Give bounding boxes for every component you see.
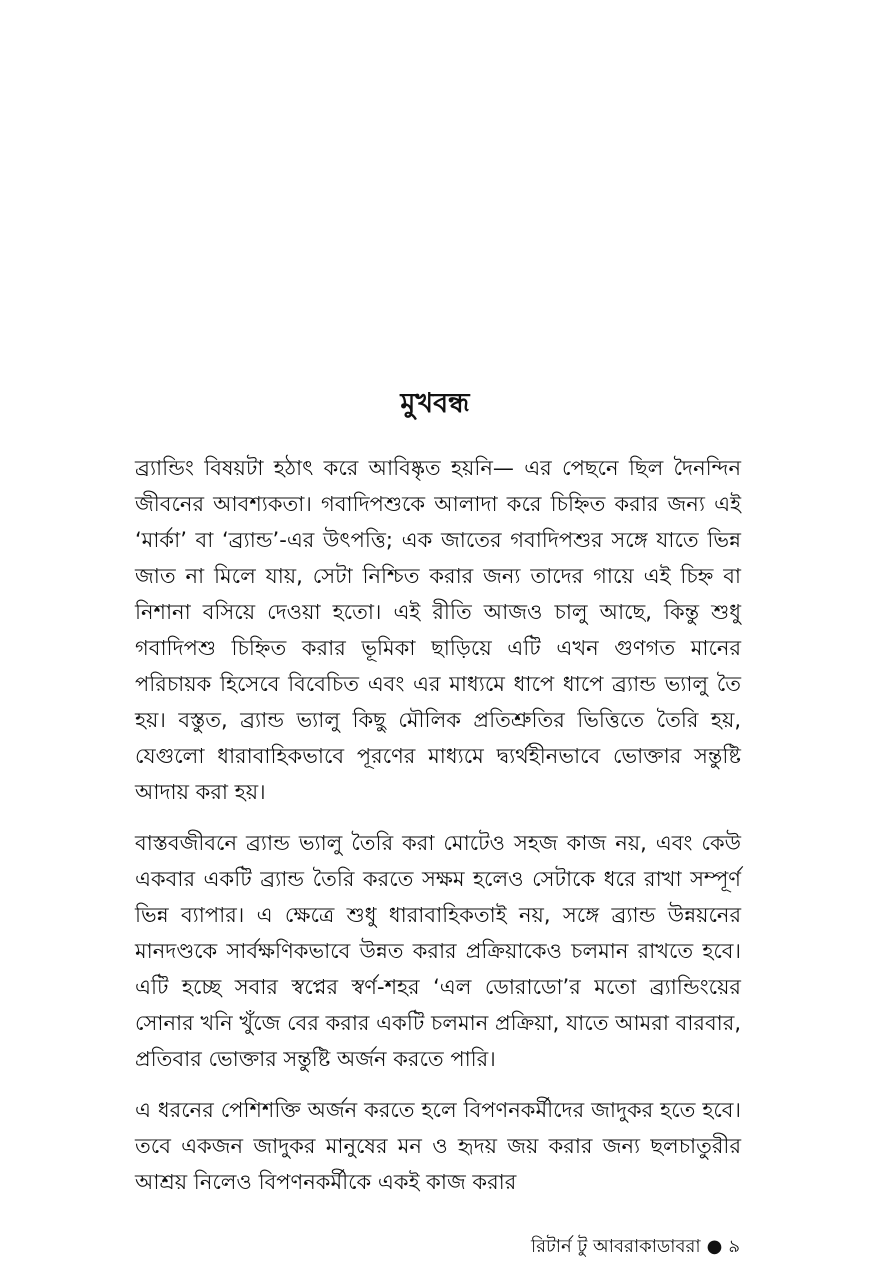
paragraph-3: এ ধরনের পেশিশক্তি অর্জন করতে হলে বিপণনকর্মীদের জাদুকর হতে হবে। তবে একজন জাদুকর মানুষের মন ও হৃদয় জয় করার জন্য ছলচাতুরীর আশ্রয় নিলেও বিপণনকর্মীকে একই কাজ করার <box>135 1098 741 1194</box>
body-text <box>135 450 741 1215</box>
page-footer <box>531 1232 740 1263</box>
bullet-separator-icon: ● <box>706 1236 723 1257</box>
chapter-heading: মুখবন্ধ <box>400 388 470 419</box>
page-number: ৯ <box>728 1236 740 1257</box>
running-title: রিটার্ন টু আবরাকাডাবরা <box>530 1236 701 1257</box>
paragraph-2: বাস্তবজীবনে ব্র্যান্ড ভ্যালু তৈরি করা মোটেও সহজ কাজ নয়, এবং কেউ একবার একটি ব্র্যান্ড তৈরি করতে সক্ষম হলেও সেটাকে ধরে রাখা সম্পূর্ণ ভিন্ন ব্যাপার। এ ক্ষেত্রে শুধু ধারাবাহিকতাই নয়, সঙ্গে ব্র্যান্ড উন্নয়নের মানদণ্ডকে সার্বক্ষণিকভাবে উন্নত করার প্রক্রিয়াকেও চলমান রাখতে হবে। এটি হচ্ছে সবার স্বপ্নের স্বর্ণ-শহর ‘এল ডোরাডো’র মতো ব্র্যান্ডিংয়ের সোনার খনি খুঁজে বের করার একটি চলমান প্রক্রিয়া, যাতে আমরা বারবার, প্রতিবার ভোক্তার সন্তুষ্টি অর্জন করতে পারি। <box>135 831 741 1071</box>
paragraph-1: ব্র্যান্ডিং বিষয়টা হঠাৎ করে আবিষ্কৃত হয়নি— এর পেছনে ছিল দৈনন্দিন জীবনের আবশ্যকতা। গবাদিপশুকে আলাদা করে চিহ্নিত করার জন্য এই ‘মার্কা’ বা ‘ব্র্যান্ড’-এর উৎপত্তি; এক জাতের গবাদিপশুর সঙ্গে যাতে ভিন্ন জাত না মিলে যায়, সেটা নিশ্চিত করার জন্য তাদের গায়ে এই চিহ্ন বা নিশানা বসিয়ে দেওয়া হতো। এই রীতি আজও চালু আছে, কিন্তু শুধু গবাদিপশু চিহ্নিত করার ভূমিকা ছাড়িয়ে এটি এখন গুণগত মানের পরিচায়ক হিসেবে বিবেচিত এবং এর মাধ্যমে ধাপে ধাপে ব্র্যান্ড ভ্যালু তৈ হয়। বস্তুত, ব্র্যান্ড ভ্যালু কিছু মৌলিক প্রতিশ্রুতির ভিত্তিতে তৈরি হয়, যেগুলো ধারাবাহিকভাবে পূরণের মাধ্যমে দ্ব্যর্থহীনভাবে ভোক্তার সন্তুষ্টি আদায় করা হয়। <box>135 456 741 804</box>
